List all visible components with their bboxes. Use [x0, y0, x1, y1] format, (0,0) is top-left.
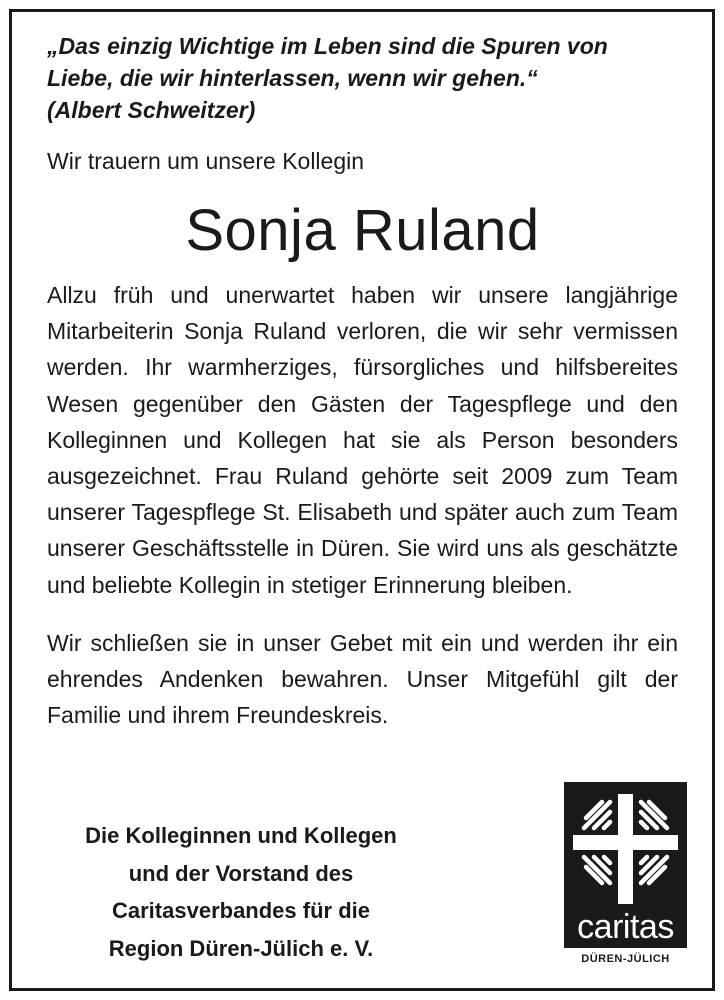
- caritas-logo: [564, 782, 687, 972]
- logo-wordmark: caritas: [577, 908, 674, 946]
- quote-author: (Albert Schweitzer): [47, 97, 256, 123]
- signature-block: [47, 817, 435, 967]
- signature-line-4: Region Düren-Jülich e. V.: [108, 935, 374, 961]
- quote-line-1: „Das einzig Wichtige im Leben sind die Spuren von: [47, 33, 608, 59]
- signature-line-1: Die Kolleginnen und Kollegen: [85, 823, 397, 848]
- quote-line-2: Liebe, die wir hinterlassen, wenn wir gehen.“: [47, 65, 538, 91]
- intro-text: Wir trauern um unsere Kollegin: [47, 148, 365, 174]
- quote: [47, 30, 678, 126]
- deceased-name: Sonja Ruland: [185, 198, 540, 263]
- paragraph-2: Wir schließen sie in unser Gebet mit ein und werden ihr ein ehrendes Andenken bewahren. Unser Mitgefühl gilt der Familie und ihrem Freundeskreis.: [47, 629, 678, 729]
- logo-subtitle: DÜREN-JÜLICH: [581, 953, 670, 965]
- notice-content: [47, 30, 678, 733]
- caritas-flame-cross-icon: [564, 782, 687, 912]
- signature-line-3: Caritasverbandes für die: [112, 898, 370, 923]
- paragraph-1: Allzu früh und unerwartet haben wir unsere langjährige Mitarbeiterin Sonja Ruland verloren, die wir sehr vermissen werden. Ihr warmherziges, fürsorgliches und hilfsbereites Wesen gegenüber den Gästen der Tagespflege und den Kolleginnen und Kollegen hat sie als Person besonders ausgezeichnet. Frau Ruland gehörte seit 2009 zum Team unserer Tagespflege St. Elisabeth und später auch zum Team unserer Geschäftsstelle in Düren. Sie wird uns als geschätzte und beliebte Kollegin in stetiger Erinnerung bleiben.: [47, 282, 678, 598]
- signature-line-2: und der Vorstand des: [128, 860, 354, 886]
